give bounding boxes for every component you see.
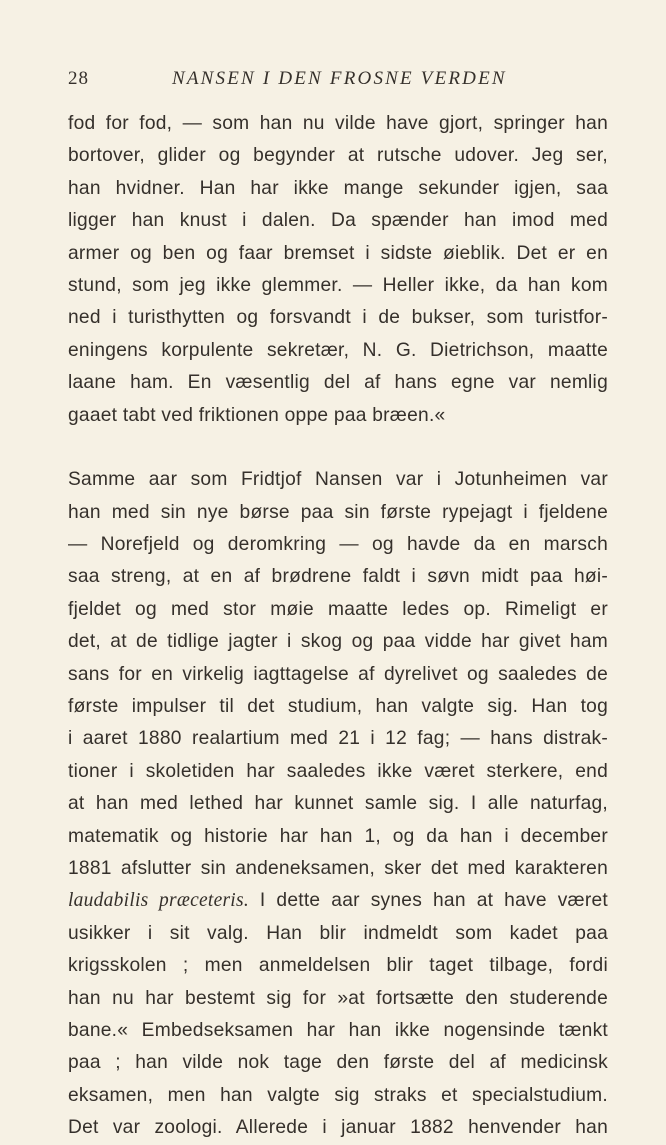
text-line: matematik og historie har han 1, og da han i december <box>68 825 608 847</box>
text-line: fjeldet og med stor møie maatte ledes op. Rimeligt er <box>68 598 608 620</box>
running-title: NANSEN I DEN FROSNE VERDEN <box>172 68 507 89</box>
text-line: han med sin nye børse paa sin første rypejagt i fjeldene <box>68 501 608 523</box>
text-line: laane ham. En væsentlig del af hans egne var nemlig <box>68 372 608 394</box>
text-line: Samme aar som Fridtjof Nansen var i Jotunheimen var <box>68 469 608 491</box>
text-line: at han med lethed har kunnet samle sig. I alle naturfag, <box>68 793 608 815</box>
text-line: — Norefjeld og deromkring — og havde da en marsch <box>68 534 608 556</box>
italic-phrase: laudabilis præceteris. <box>68 890 249 912</box>
text-line-with-italic <box>68 885 608 917</box>
text-line: gaaet tabt ved friktionen oppe paa bræen.« <box>68 404 446 426</box>
text-line: det, at de tidlige jagter i skog og paa vidde har givet ham <box>68 631 608 653</box>
text-line: første impulser til det studium, han valgte sig. Han tog <box>68 696 608 718</box>
body-text <box>68 108 608 1145</box>
text-line: ligger han knust i dalen. Da spænder han imod med <box>68 210 608 232</box>
paragraph-gap <box>68 432 608 464</box>
italic-line-rest: I dette aar synes han at have været <box>248 890 608 912</box>
text-line: tioner i skoletiden har saaledes ikke været sterkere, end <box>68 760 608 782</box>
page-number: 28 <box>68 68 89 89</box>
text-line: bortover, glider og begynder at rutsche udover. Jeg ser, <box>68 145 608 167</box>
text-line: paa ; han vilde nok tage den første del af medicinsk <box>68 1052 608 1074</box>
paragraph-2 <box>68 464 608 1144</box>
text-line: fod for fod, — som han nu vilde have gjort, springer han <box>68 113 608 134</box>
text-line: Det var zoologi. Allerede i januar 1882 henvender han <box>68 1117 608 1139</box>
text-line: ned i turisthytten og forsvandt i de bukser, som turistfor- <box>68 307 608 329</box>
text-line: armer og ben og faar bremset i sidste øieblik. Det er en <box>68 242 608 264</box>
text-line: bane.« Embedseksamen har han ikke nogensinde tænkt <box>68 1019 608 1041</box>
text-line: saa streng, at en af brødrene faldt i søvn midt paa høi- <box>68 566 608 588</box>
text-line: han nu har bestemt sig for »at fortsætte den studerende <box>68 987 608 1009</box>
paragraph-1 <box>68 108 608 432</box>
text-line: eningens korpulente sekretær, N. G. Dietrichson, maatte <box>68 339 608 361</box>
text-line: krigsskolen ; men anmeldelsen blir taget tilbage, fordi <box>68 955 608 977</box>
text-line: i aaret 1880 realartium med 21 i 12 fag; — hans distrak- <box>68 728 608 750</box>
text-line: sans for en virkelig iagttagelse af dyrelivet og saaledes de <box>68 663 608 685</box>
text-line: stund, som jeg ikke glemmer. — Heller ikke, da han kom <box>68 274 608 296</box>
text-line: han hvidner. Han har ikke mange sekunder igjen, saa <box>68 177 608 199</box>
text-line: usikker i sit valg. Han blir indmeldt som kadet paa <box>68 922 608 944</box>
text-line: 1881 afslutter sin andeneksamen, sker det med karakteren <box>68 857 608 879</box>
page-header <box>68 68 608 98</box>
text-line: eksamen, men han valgte sig straks et specialstudium. <box>68 1084 608 1106</box>
